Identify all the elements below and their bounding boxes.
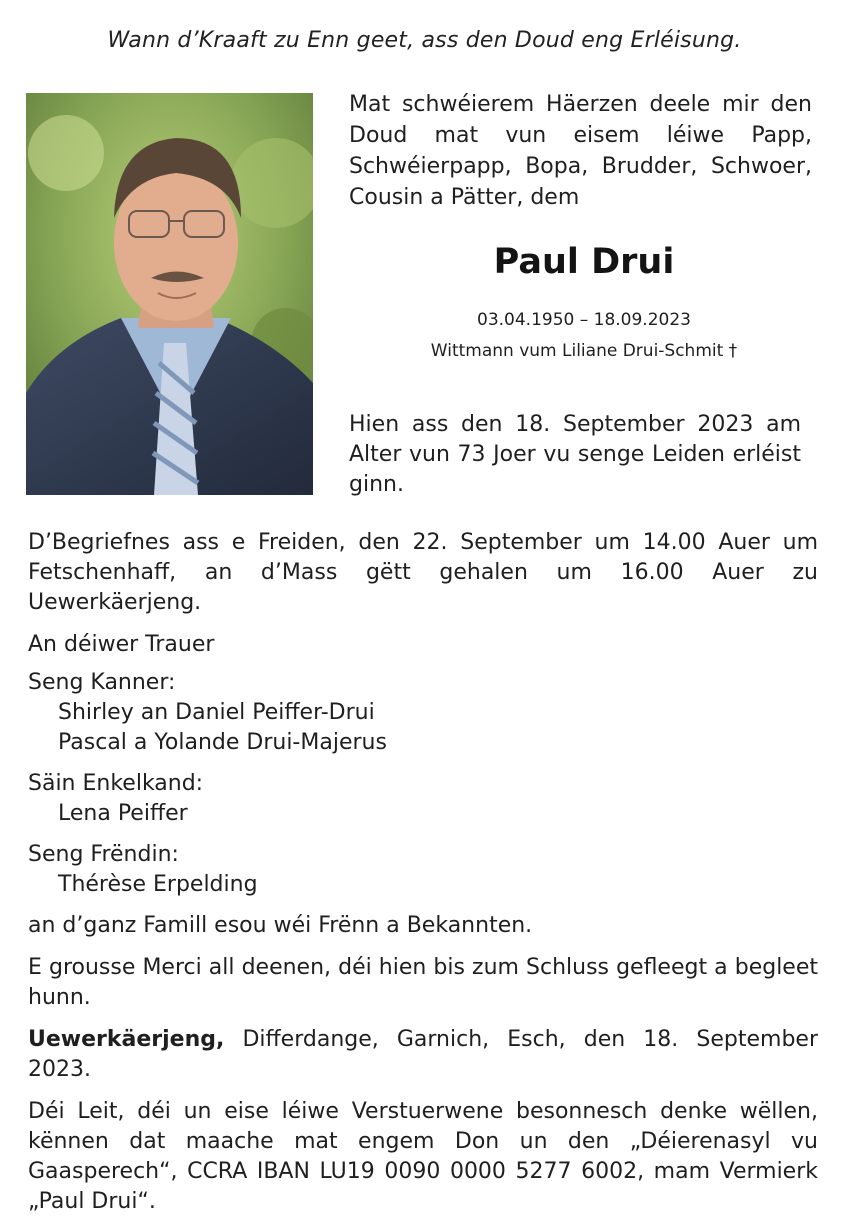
children-label: Seng Kanner: <box>28 670 176 695</box>
grandchild-name: Lena Peiffer <box>58 801 188 826</box>
friend-name: Thérèse Erpelding <box>58 872 258 897</box>
child-name: Pascal a Yolande Drui-Majerus <box>58 730 387 755</box>
place-date-line <box>28 1025 818 1085</box>
portrait-photo <box>26 93 313 495</box>
place-bold: Uewerkäerjeng, <box>28 1027 225 1052</box>
life-dates: 03.04.1950 – 18.09.2023 <box>477 310 691 330</box>
child-name: Shirley an Daniel Peiffer-Drui <box>58 700 375 725</box>
widower-line: Wittmann vum Liliane Drui-Schmit † <box>430 341 738 361</box>
grandchild-label: Säin Enkelkand: <box>28 771 204 796</box>
place-rest: Differdange, Garnich, Esch, den 18. September 2023. <box>28 1027 818 1082</box>
deceased-name: Paul Drui <box>493 242 675 282</box>
funeral-text: D’Begriefnes ass e Freiden, den 22. September um 14.00 Auer um Fetschenhaff, an d’Mass gëtt gehalen um 16.00 Auer zu Uewerkäerjeng. <box>28 530 818 615</box>
motto: Wann d’Kraaft zu Enn geet, ass den Doud eng Erléisung. <box>107 28 742 53</box>
mourning-heading: An déiwer Trauer <box>28 632 215 657</box>
donation-text: Déi Leit, déi un eise léiwe Verstuerwene besonnesch denke wëllen, kënnen dat maache mat engem Don un den „Déierenasyl vu Gaasperech“, CCRA IBAN LU19 0090 0000 5277 6002, mam Vermierk „Paul Drui“. <box>28 1099 818 1214</box>
children-group <box>28 668 818 758</box>
notice-body <box>28 528 818 1229</box>
friend-label: Seng Frëndin: <box>28 842 179 867</box>
passing-text: Hien ass den 18. September 2023 am Alter vun 73 Joer vu senge Leiden erléist ginn. <box>349 412 801 497</box>
friend-group <box>28 840 818 900</box>
thanks-text: E grousse Merci all deenen, déi hien bis zum Schluss gefleegt a begleet hunn. <box>28 955 818 1010</box>
family-line: an d’ganz Famill esou wéi Frënn a Bekannten. <box>28 913 533 938</box>
grandchildren-group <box>28 769 818 829</box>
intro-text: Mat schwéierem Häerzen deele mir den Doud mat vun eisem léiwe Papp, Schwéierpapp, Bopa, Brudder, Schwoer, Cousin a Pätter, dem <box>349 92 812 210</box>
